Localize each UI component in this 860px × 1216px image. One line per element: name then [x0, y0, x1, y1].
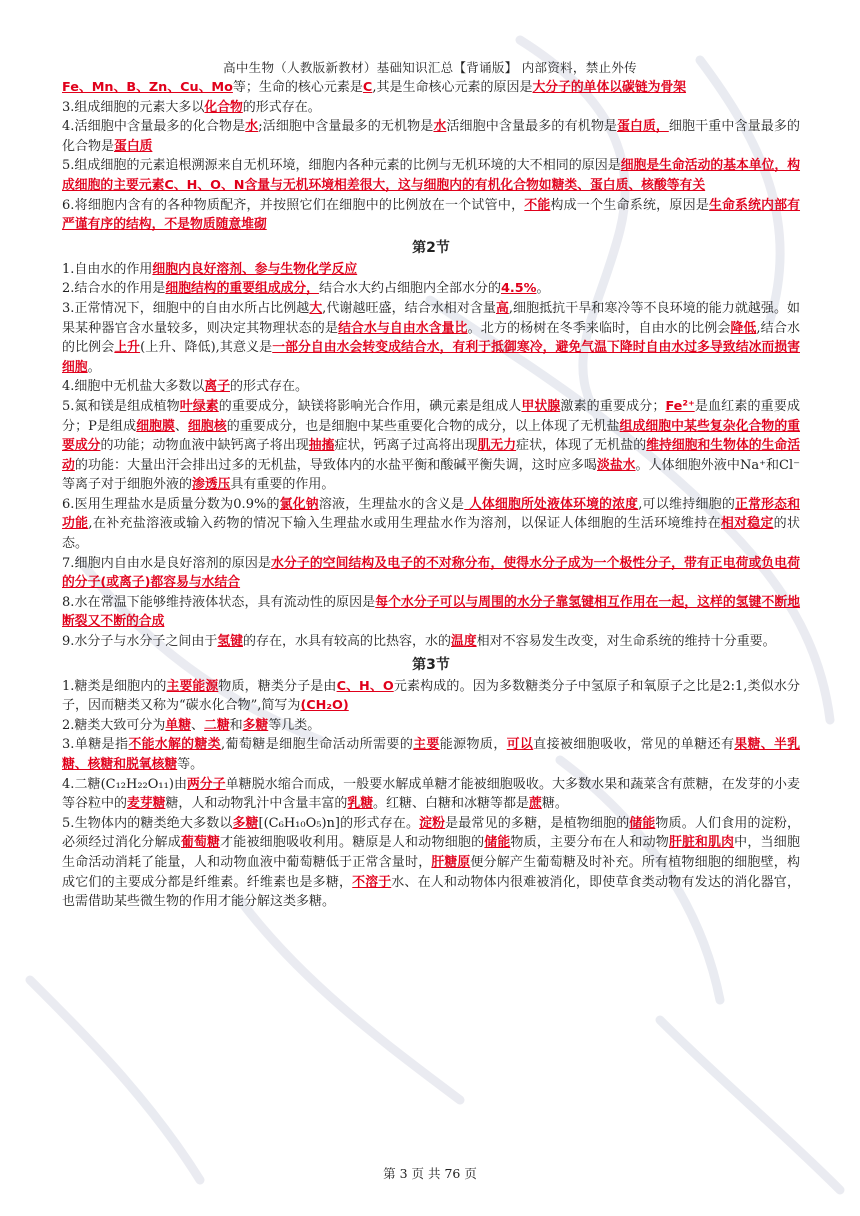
text-segment: 5.氮和镁是组成植物 [62, 398, 180, 414]
highlighted-answer: 相对稳定 [720, 516, 774, 532]
paragraph [62, 260, 800, 280]
paragraph [62, 397, 800, 495]
paragraph [62, 593, 800, 632]
highlighted-answer: 乳糖 [347, 796, 374, 812]
paragraph [62, 196, 800, 235]
section-title: 第3节 [412, 656, 450, 673]
paragraph [62, 632, 800, 652]
text-segment: 、 [174, 418, 189, 434]
text-segment: 的形式存在。 [230, 379, 309, 395]
highlighted-answer: 化合物 [204, 99, 243, 115]
highlighted-answer: 麦芽糖 [127, 796, 166, 812]
text-segment: 。北方的杨树在冬季来临时，自由水的比例会 [467, 320, 731, 336]
highlighted-answer: 主要 [413, 737, 440, 753]
highlighted-answer: 蛋白质， [617, 119, 669, 135]
highlighted-answer: 氢键 [217, 634, 243, 650]
text-segment: 3.单糖是指 [62, 737, 129, 753]
paragraph [62, 677, 800, 716]
highlighted-answer: Fe、Mn、B、Zn、Cu、Mo [62, 80, 233, 95]
text-segment: ,细胞抵抗干旱和寒冷等不良环境的能力就越强。如果某种器官含水量较多，则决定其物理状态的是 [62, 300, 801, 336]
text-segment: 等。 [177, 757, 204, 772]
paragraph [62, 775, 800, 814]
highlighted-answer: 上升 [114, 340, 141, 356]
highlighted-answer: 储能 [484, 835, 511, 851]
text-segment: 物质，糖类分子是由 [218, 678, 337, 694]
paragraph [62, 98, 800, 118]
text-segment: 的重要成分，缺镁将影响光合作用，碘元素是组成人 [218, 398, 522, 414]
text-segment: 构成一个生命系统，原因是 [550, 197, 710, 213]
highlighted-answer: 两分子 [187, 776, 226, 792]
text-segment: 是最常见的多糖，是植物细胞的 [445, 815, 630, 831]
text-segment: 4.活细胞中含量最多的化合物是 [62, 119, 246, 135]
paragraph [62, 78, 800, 98]
highlighted-answer: 不溶于 [352, 874, 392, 890]
highlighted-answer: 不能水解的糖类 [128, 737, 221, 753]
highlighted-answer: 结合水与自由水含量比 [338, 320, 468, 336]
section-title: 第2节 [412, 239, 450, 256]
text-segment: 便分解产生葡萄糖及时补充。所有植物细胞的细胞壁，构成它们的主要成分都是纤维素。纤维素也是多糖， [62, 854, 800, 890]
text-segment: 5.生物体内的糖类绝大多数以 [62, 815, 233, 831]
text-segment: 相对不容易发生改变，对生命系统的维持十分重要。 [476, 634, 776, 650]
highlighted-answer: 降低 [730, 320, 757, 336]
highlighted-answer: 淀粉 [419, 815, 446, 831]
highlighted-answer: 果糖、半乳糖、核糖和脱氧核糖 [62, 737, 800, 772]
highlighted-answer: 细胞是生命活动的基本单位，构成细胞的主要元素C、H、O、N含量与无机环境相差很大，这与细胞内的有机化合物如糖类、蛋白质、核酸等有关 [62, 158, 801, 193]
paragraph [62, 814, 800, 912]
text-segment: 症状，钙离子过高将出现 [334, 438, 478, 454]
text-segment: 4.二糖(C₁₂H₂₂O₁₁)由 [62, 776, 188, 792]
text-segment: 7.细胞内自由水是良好溶剂的原因是 [62, 555, 272, 571]
highlighted-answer: 大 [309, 300, 323, 316]
highlighted-answer: 葡萄糖 [180, 835, 221, 851]
paragraph [62, 716, 800, 736]
highlighted-answer: 肝糖原 [431, 854, 471, 870]
highlighted-answer: 一部分自由水会转变成结合水，有利于抵御寒冷，避免气温下降时自由水过多导致结冰而损害细胞 [62, 340, 800, 375]
text-segment: 1.糖类是细胞内的 [62, 678, 167, 694]
text-segment: 、 [191, 717, 205, 733]
text-segment: 1.自由水的作用 [62, 261, 153, 277]
text-segment: 的功能；动物血液中缺钙离子将出现 [100, 438, 309, 454]
text-segment: 的状态。 [62, 516, 801, 552]
text-segment: 细胞干重中含量最多的化合物是 [62, 119, 801, 154]
text-segment: 9.水分子与水分子之间由于 [62, 634, 218, 650]
highlighted-answer: 细胞内良好溶剂、参与生物化学反应 [152, 261, 358, 277]
highlighted-answer: 蔗 [529, 796, 542, 812]
text-segment: 4.细胞中无机盐大多数以 [62, 379, 205, 395]
text-segment: 单糖脱水缩合而成，一般要水解成单糖才能被细胞吸收。大多数水果和蔬菜含有蔗糖，在发芽的小麦等谷粒中的 [62, 776, 800, 812]
highlighted-answer: 二糖 [204, 717, 230, 733]
text-segment: ;活细胞中含量最多的无机物是 [258, 119, 434, 135]
text-segment: 的功能：大量出汗会排出过多的无机盐，导致体内的水盐平衡和酸碱平衡失调，这时应多喝 [74, 457, 597, 473]
paragraph [62, 117, 800, 156]
text-segment: 物质。人们食用的淀粉，必须经过消化分解成 [62, 815, 801, 851]
page-header: 高中生物（人教版新教材）基础知识汇总【背诵版】 内部资料，禁止外传 [223, 60, 637, 75]
highlighted-answer: 多糖 [242, 717, 269, 733]
text-segment: [(C₆H₁₀O₅)n]的形式存在。 [258, 815, 420, 831]
highlighted-answer: 大分子的单体以碳链为骨架 [532, 80, 687, 95]
highlighted-answer: 离子 [204, 379, 230, 395]
text-segment: 才能被细胞吸收利用。糖原是人和动物细胞的 [220, 835, 485, 851]
highlighted-answer: 多糖 [232, 815, 259, 831]
text-segment: 等几类。 [268, 717, 321, 733]
paragraph [62, 495, 800, 554]
paragraph [62, 377, 800, 397]
page-footer: 第 3 页 共 76 页 [383, 1166, 477, 1181]
text-segment: 5.组成细胞的元素追根溯源来自无机环境，细胞内各种元素的比例与无机环境的大不相同的原因是 [62, 158, 621, 174]
paragraph [62, 299, 800, 377]
text-segment: (上升、降低),其意义是 [140, 340, 273, 356]
paragraph [62, 279, 800, 299]
text-segment: 。 [536, 281, 550, 297]
highlighted-answer: C [362, 80, 373, 95]
highlighted-answer: 高 [495, 300, 509, 316]
highlighted-answer: 组成细胞中某些复杂化合物的重要成分 [62, 418, 801, 454]
paragraph [62, 554, 800, 593]
text-segment: 是血红素的重要成分；P是组成 [62, 398, 800, 434]
highlighted-answer: 生命系统内部有严谨有序的结构，不是物质随意堆砌 [62, 197, 801, 233]
text-segment: ,可以维持细胞的 [638, 496, 736, 512]
highlighted-answer: 细胞结构的重要组成成分， [165, 281, 319, 297]
text-segment: 糖。 [541, 796, 568, 812]
text-segment: 直接被细胞吸收，常见的单糖还有 [533, 737, 735, 753]
text-segment: ,在补充盐溶液或输入药物的情况下输入生理盐水或用生理盐水作为溶剂，以保证人体细胞的生活环境维持在 [88, 516, 721, 532]
text-segment: ,结合水的比例会 [62, 320, 800, 356]
highlighted-answer: 氯化钠 [279, 496, 319, 512]
document-body [62, 78, 800, 912]
highlighted-answer: 可以 [506, 737, 534, 753]
text-segment: 症状，体现了无机盐的 [516, 438, 647, 454]
text-segment: 2.糖类大致可分为 [62, 717, 166, 733]
text-segment: ,代谢越旺盛，结合水相对含量 [322, 300, 496, 316]
text-segment: 。 [87, 359, 101, 375]
highlighted-answer: 正常形态和功能 [62, 496, 800, 532]
highlighted-answer: 细胞核 [188, 418, 227, 434]
highlighted-answer: 4.5% [500, 281, 537, 297]
text-segment: ,其是生命核心元素的原因是 [372, 80, 533, 95]
highlighted-answer: 蛋白质 [114, 138, 153, 154]
text-segment: 结合水大约占细胞内全部水分的 [318, 281, 501, 297]
text-segment: 6.将细胞内含有的各种物质配齐，并按照它们在细胞中的比例放在一个试管中， [62, 197, 525, 213]
text-segment: 8.水在常温下能够维持液体状态，具有流动性的原因是 [62, 594, 376, 610]
text-segment: 的存在，水具有较高的比热容，水的 [243, 634, 452, 650]
text-segment: 3.组成细胞的元素大多以 [62, 99, 205, 115]
text-segment: 能源物质， [439, 737, 507, 753]
text-segment: 。人体细胞外液中Na⁺和Cl⁻等离子对于细胞外液的 [62, 457, 801, 493]
text-segment: 糖，人和动物乳汁中含量丰富的 [165, 796, 348, 812]
highlighted-answer: 甲状腺 [521, 398, 561, 414]
highlighted-answer: 水 [433, 119, 447, 135]
highlighted-answer: 淡盐水 [596, 457, 636, 473]
highlighted-answer: 不能 [524, 197, 551, 213]
text-segment: 3.正常情况下，细胞中的自由水所占比例越 [62, 300, 310, 316]
highlighted-answer: 每个水分子可以与周围的水分子靠氢键相互作用在一起，这样的氢键不断地断裂又不断的合成 [62, 594, 801, 630]
highlighted-answer: C、H、O [336, 678, 394, 694]
highlighted-answer: 温度 [451, 634, 477, 650]
highlighted-answer: 维持细胞和生物体的生命活动 [62, 438, 800, 473]
text-segment: 物质，主要分布在人和动物 [510, 835, 670, 851]
text-segment: 和 [229, 717, 243, 733]
highlighted-answer: 单糖 [165, 717, 191, 733]
highlighted-answer: 水 [245, 119, 259, 135]
highlighted-answer: (CH₂O) [300, 698, 349, 714]
text-segment: 激素的重要成分； [560, 398, 666, 414]
paragraph [62, 156, 800, 195]
text-segment: 6.医用生理盐水是质量分数为0.9%的 [62, 496, 280, 512]
text-segment: 等；生命的核心元素是 [232, 80, 363, 95]
highlighted-answer: 渗透压 [192, 477, 231, 493]
text-segment: 水、在人和动物体内很难被消化，即使草食类动物有发达的消化器官，也需借助某些微生物的作用才能分解这类多糖。 [62, 874, 800, 910]
highlighted-answer: 人体细胞所处液体环境的浓度 [464, 496, 639, 512]
text-segment: ,葡萄糖是细胞生命活动所需要的 [220, 737, 414, 753]
text-segment: 元素构成的。因为多数糖类分子中氢原子和氧原子之比是2:1,类似水分子，因而糖类又称为“碳水化合物”,简写为 [62, 678, 801, 714]
text-segment: 的形式存在。 [242, 99, 321, 115]
text-segment: 。红糖、白糖和冰糖等都是 [373, 796, 530, 812]
paragraph [62, 735, 800, 774]
highlighted-answer: 叶绿素 [179, 398, 219, 414]
highlighted-answer: Fe²⁺ [665, 398, 695, 414]
highlighted-answer: 抽搐 [308, 438, 335, 454]
highlighted-answer: 水分子的空间结构及电子的不对称分布，使得水分子成为一个极性分子，带有正电荷或负电荷的分子(或离子)都容易与水结合 [62, 555, 801, 591]
text-segment: 活细胞中含量最多的有机物是 [446, 119, 618, 135]
text-segment: 中，当细胞生命活动消耗了能量，人和动物血液中葡萄糖低于正常含量时， [62, 835, 800, 870]
text-segment: 溶液，生理盐水的含义是 [318, 496, 465, 512]
text-segment: 的重要成分，也是细胞中某些重要化合物的成分，以上体现了无机盐 [226, 418, 620, 434]
highlighted-answer: 主要能源 [166, 678, 219, 694]
text-segment: 具有重要的作用。 [230, 477, 335, 493]
highlighted-answer: 储能 [629, 815, 656, 831]
highlighted-answer: 肝脏和肌肉 [669, 835, 735, 851]
text-segment: 2.结合水的作用是 [62, 281, 166, 297]
highlighted-answer: 肌无力 [477, 438, 517, 454]
highlighted-answer: 细胞膜 [136, 418, 175, 434]
